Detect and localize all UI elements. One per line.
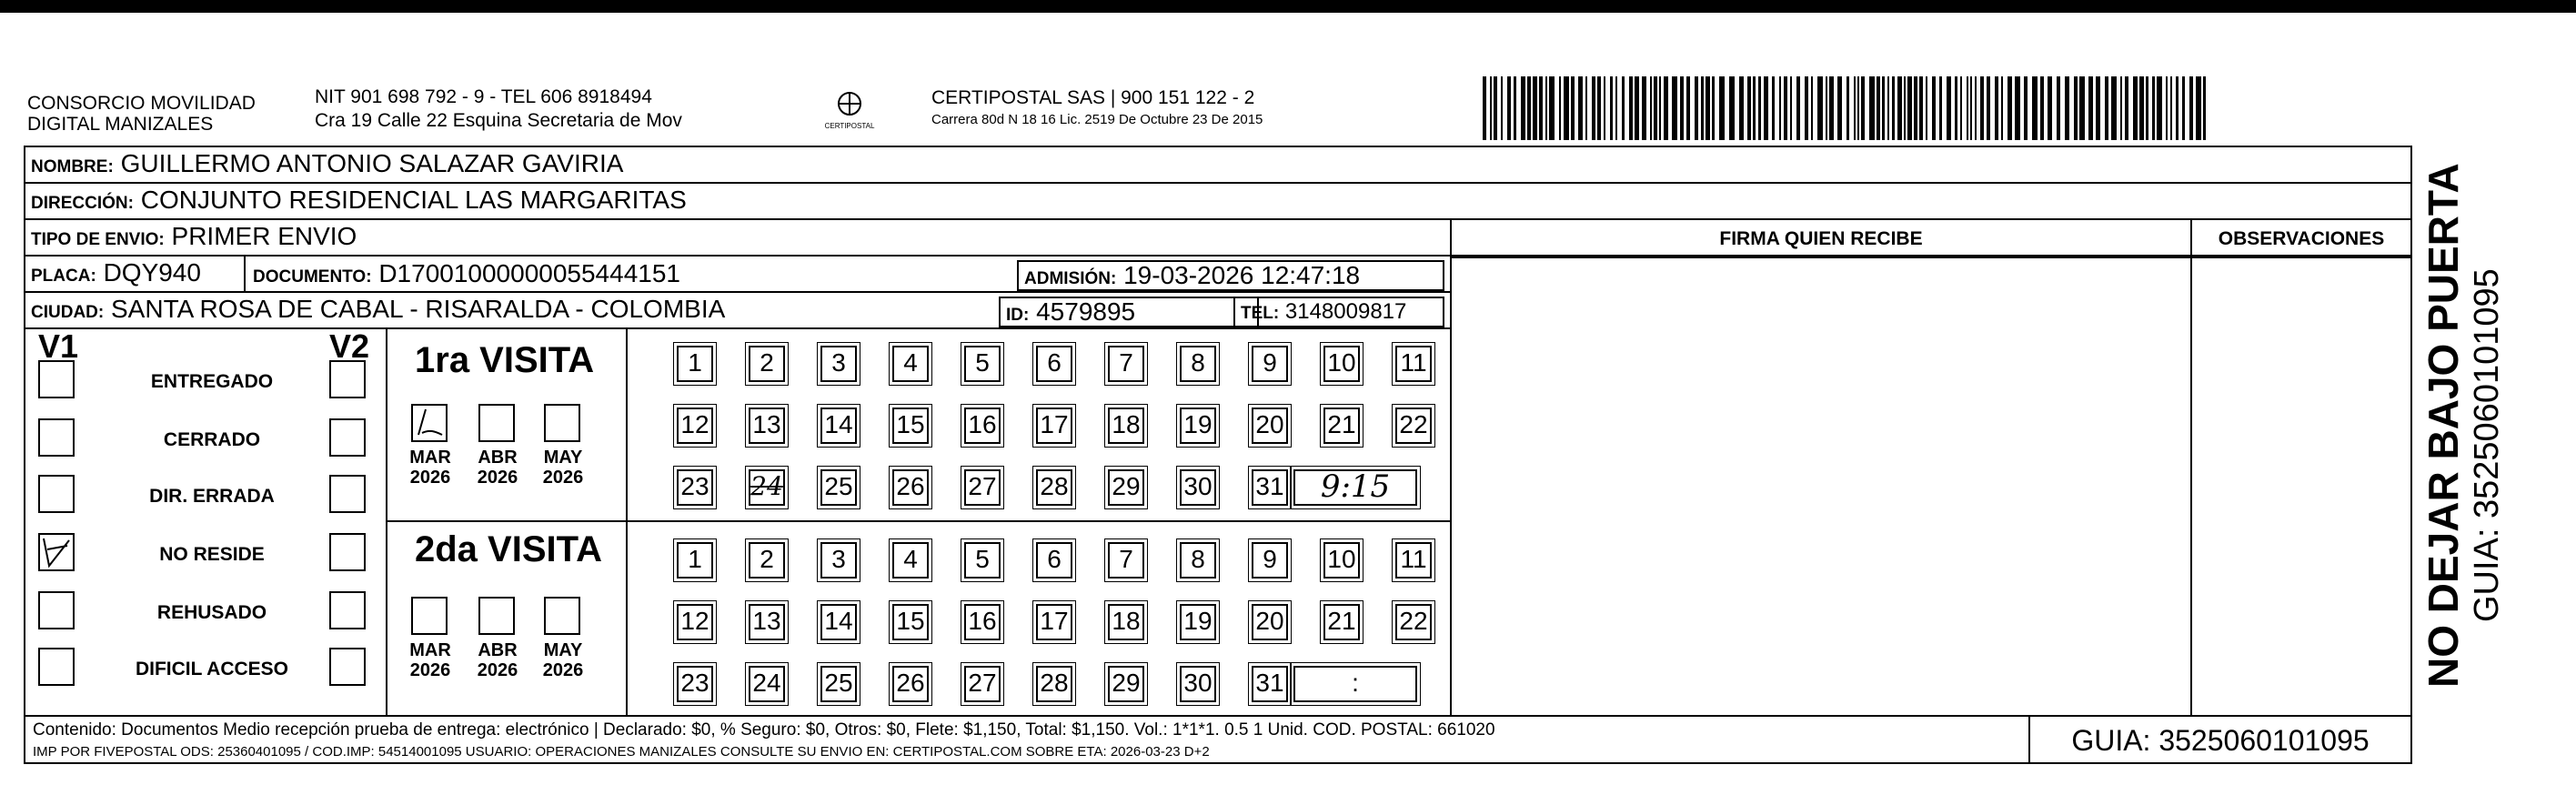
month-checkbox[interactable] (478, 404, 515, 442)
status-label: DIFICIL ACCESO (135, 659, 288, 679)
barcode-bar (1719, 76, 1725, 140)
day-box[interactable]: 5 (964, 542, 1001, 579)
first-visit-title: 1ra VISITA (415, 340, 595, 380)
document-value: D17001000000055444151 (378, 259, 680, 287)
barcode-bar (1753, 76, 1756, 140)
barcode-bar (2125, 76, 2128, 140)
document-label: DOCUMENTO: (253, 267, 372, 287)
nit-line: NIT 901 698 792 - 9 - TEL 606 8918494 (315, 86, 652, 107)
day-box[interactable]: 24 (749, 666, 785, 702)
day-box[interactable]: 15 (892, 408, 929, 444)
barcode-bar (1659, 76, 1661, 140)
day-box[interactable]: 12 (677, 408, 713, 444)
day-box[interactable]: 10 (1323, 346, 1360, 382)
day-box[interactable]: 27 (964, 666, 1001, 702)
barcode-bar (1559, 76, 1561, 140)
barcode-bar (1585, 76, 1587, 140)
barcode-bar (1877, 76, 1880, 140)
month-checkbox[interactable] (544, 404, 580, 442)
barcode-bar (1758, 76, 1761, 140)
day-box[interactable]: 23 (677, 469, 713, 506)
day-box[interactable]: 20 (1252, 604, 1288, 640)
barcode-bar (2157, 76, 2162, 140)
v1-checkbox[interactable] (38, 418, 75, 457)
day-box[interactable]: 14 (820, 408, 857, 444)
barcode-bar (1578, 76, 1583, 140)
day-box[interactable]: 14 (820, 604, 857, 640)
day-box[interactable]: 17 (1036, 604, 1072, 640)
day-box[interactable]: 11 (1395, 346, 1432, 382)
day-box[interactable]: 10 (1323, 542, 1360, 579)
admission-value: 19-03-2026 12:47:18 (1123, 261, 1361, 289)
day-box[interactable]: 18 (1108, 408, 1144, 444)
barcode-bar (1490, 76, 1492, 140)
status-label: REHUSADO (156, 602, 267, 623)
v1-checkbox[interactable] (38, 360, 75, 398)
content-line: Contenido: Documentos Medio recepción prueba de entrega: electrónico | Declarado: $0, % Seguro: $0, Otros: $0, Flete: $1,150, Total: $1,150. Vol.: 1*1*1. 0.5 1 Unid. COD. POSTAL: 661020 (33, 720, 1495, 740)
status-label: NO RESIDE (159, 544, 265, 565)
barcode-bar (2048, 76, 2052, 140)
day-box[interactable]: 12 (677, 604, 713, 640)
barcode-bar (1747, 76, 1751, 140)
plate-value: DQY940 (103, 258, 201, 287)
day-box[interactable]: 30 (1180, 666, 1216, 702)
barcode-bar (1817, 76, 1823, 140)
day-box[interactable]: 26 (892, 469, 929, 506)
v2-checkbox[interactable] (329, 418, 366, 457)
barcode-bar (1672, 76, 1677, 140)
barcode-bar (2203, 76, 2206, 140)
day-box[interactable]: 25 (820, 469, 857, 506)
barcode-bar (1967, 76, 1968, 140)
tel-value: 3148009817 (1284, 299, 1407, 324)
barcode-bar (1539, 76, 1543, 140)
barcode-bar (1533, 76, 1537, 140)
barcode-bar (1826, 76, 1827, 140)
barcode-bar (1790, 76, 1792, 140)
month-checkbox[interactable] (544, 597, 580, 635)
top-border (0, 0, 2576, 13)
barcode-bar (1494, 76, 1497, 140)
barcode-bar (1854, 76, 1856, 140)
barcode-bar (1680, 76, 1684, 140)
day-box[interactable]: 7 (1108, 346, 1144, 382)
no-under-door-warning: NO DEJAR BAJO PUERTA (2420, 163, 2467, 688)
barcode-bar (1829, 76, 1834, 140)
barcode-bar (1784, 76, 1787, 140)
day-box[interactable]: 22 (1395, 604, 1432, 640)
month-label: MAR 2026 (409, 448, 451, 488)
barcode-bar (1764, 76, 1768, 140)
day-box[interactable]: 24 (749, 469, 785, 506)
tel-label: TEL: (1241, 304, 1280, 323)
checkmark-icon (40, 535, 73, 569)
barcode-bar (2001, 76, 2003, 140)
day-box[interactable]: 3 (820, 542, 857, 579)
barcode-bar (1483, 76, 1486, 140)
id-cell (999, 297, 1259, 327)
v2-checkbox[interactable] (329, 533, 366, 571)
barcode-bar (1932, 76, 1936, 140)
barcode-bar (1811, 76, 1813, 140)
barcode-bar (1527, 76, 1531, 140)
barcode-bar (1919, 76, 1923, 140)
barcode-bar (1892, 76, 1895, 140)
day-box[interactable]: 6 (1036, 346, 1072, 382)
barcode-bar (1695, 76, 1698, 140)
barcode-bar (1869, 76, 1875, 140)
barcode-bar (2040, 76, 2044, 140)
barcode-bar (2015, 76, 2020, 140)
company-name-line2: DIGITAL MANIZALES (27, 114, 214, 135)
month-label: MAR 2026 (409, 640, 451, 680)
day-box[interactable]: 13 (749, 604, 785, 640)
day-box[interactable]: 28 (1036, 469, 1072, 506)
side-guide-number: GUIA: 3525060101095 (2468, 268, 2506, 622)
barcode-bar (1701, 76, 1704, 140)
courier-line: CERTIPOSTAL SAS | 900 151 122 - 2 (931, 87, 1255, 108)
shipping-type: PRIMER ENVIO (171, 222, 357, 250)
barcode-bar (1779, 76, 1781, 140)
barcode-bar (1650, 76, 1652, 140)
barcode-bar (2111, 76, 2117, 140)
v2-checkbox[interactable] (329, 591, 366, 629)
day-box[interactable]: 4 (892, 542, 929, 579)
barcode-bar (1980, 76, 1984, 140)
day-box[interactable]: 29 (1108, 469, 1144, 506)
city-label: CIUDAD: (31, 303, 105, 322)
barcode-bar (2088, 76, 2093, 140)
signature-header-line (1452, 257, 2410, 258)
month-checkbox[interactable] (411, 597, 448, 635)
courier-address: Carrera 80d N 18 16 Lic. 2519 De Octubre 23 De 2015 (931, 112, 1263, 127)
guide-box: GUIA: 3525060101095 (2071, 724, 2370, 757)
barcode-bar (2182, 76, 2185, 140)
day-box[interactable]: 2 (749, 346, 785, 382)
barcode-bar (2074, 76, 2078, 140)
barcode-bar (1545, 76, 1547, 140)
recipient-name: GUILLERMO ANTONIO SALAZAR GAVIRIA (120, 149, 624, 177)
signature-area[interactable] (1463, 266, 2172, 702)
barcode-bar (1947, 76, 1951, 140)
month-label: ABR 2026 (477, 640, 518, 680)
barcode-bar (2166, 76, 2168, 140)
barcode-bar (1549, 76, 1555, 140)
day-box[interactable]: 7 (1108, 542, 1144, 579)
barcode-bar (2176, 76, 2179, 140)
delivery-form (24, 146, 2412, 764)
barcode-bar (1857, 76, 1859, 140)
day-box[interactable]: 5 (964, 346, 1001, 382)
day-box[interactable]: 9 (1252, 346, 1288, 382)
checkmark-icon (413, 406, 446, 440)
v2-checkbox[interactable] (329, 360, 366, 398)
barcode-bar (1904, 76, 1906, 140)
month-label: MAY 2026 (542, 448, 584, 488)
barcode-bar (1897, 76, 1902, 140)
address-row (25, 184, 2410, 220)
tel-cell (1233, 297, 1444, 327)
barcode-bar (1987, 76, 1990, 140)
footer-divider (25, 715, 2410, 717)
v1-checkbox[interactable] (38, 648, 75, 686)
day-box[interactable]: 1 (677, 542, 713, 579)
barcode-bar (1604, 76, 1605, 140)
barcode-bar (1970, 76, 1972, 140)
barcode-bar (2007, 76, 2012, 140)
barcode-bar (1960, 76, 1962, 140)
barcode-bar (1635, 76, 1639, 140)
day-box[interactable]: 6 (1036, 542, 1072, 579)
day-box[interactable]: 15 (892, 604, 929, 640)
barcode-bar (1622, 76, 1625, 140)
barcode-bar (1654, 76, 1657, 140)
months-divider (626, 329, 628, 715)
barcode-bar (1796, 76, 1800, 140)
recipient-address: CONJUNTO RESIDENCIAL LAS MARGARITAS (140, 186, 687, 214)
barcode-bar (1629, 76, 1633, 140)
day-box[interactable]: 2 (749, 542, 785, 579)
barcode-bar (1642, 76, 1646, 140)
barcode-bar (1664, 76, 1668, 140)
barcode-bar (1975, 76, 1977, 140)
document-cell (253, 257, 680, 294)
barcode-bar (2096, 76, 2100, 140)
barcode-bar (1861, 76, 1865, 140)
day-box[interactable]: 31 (1252, 469, 1288, 506)
v1-checkbox[interactable] (38, 533, 75, 571)
month-label: MAY 2026 (542, 640, 584, 680)
courier-logo-text: CERTIPOSTAL (824, 122, 875, 130)
barcode-bar (1887, 76, 1889, 140)
barcode-bar (1926, 76, 1927, 140)
name-label: NOMBRE: (31, 157, 114, 176)
visit-divider (387, 520, 1450, 522)
barcode-bar (2133, 76, 2138, 140)
day-box[interactable]: 21 (1323, 408, 1360, 444)
barcode-bar (1597, 76, 1601, 140)
day-box[interactable]: 1 (677, 346, 713, 382)
barcode-bar (1955, 76, 1957, 140)
plate-divider (244, 257, 246, 293)
observations-left-border (2190, 220, 2192, 715)
imp-line: IMP POR FIVEPOSTAL ODS: 25360401095 / COD.IMP: 54514001095 USUARIO: OPERACIONES MANIZALES CONSULTE SU ENVIO EN: CERTIPOSTAL.COM SOBRE ETA: 2026-03-23 D+2 (33, 744, 1210, 760)
day-box[interactable]: 27 (964, 469, 1001, 506)
day-box[interactable]: 11 (1395, 542, 1432, 579)
day-box[interactable]: 20 (1252, 408, 1288, 444)
barcode-bar (1610, 76, 1613, 140)
admission-cell (1017, 260, 1444, 291)
company-name-line1: CONSORCIO MOVILIDAD (27, 93, 256, 114)
v2-header: V2 (329, 327, 370, 365)
status-divider (386, 329, 387, 715)
barcode-bar (2105, 76, 2108, 140)
observations-area[interactable] (2199, 266, 2400, 702)
day-box[interactable]: 30 (1180, 469, 1216, 506)
second-visit-time: : (1352, 669, 1359, 697)
barcode-bar (1805, 76, 1808, 140)
barcode-bar (1739, 76, 1744, 140)
barcode-bar (1615, 76, 1617, 140)
first-visit-time: 9:15 (1320, 468, 1391, 505)
barcode-bar (2079, 76, 2085, 140)
plate-label: PLACA: (31, 267, 96, 286)
signature-header: FIRMA QUIEN RECIBE (1719, 228, 1923, 249)
courier-logo (813, 87, 886, 136)
company-address: Cra 19 Calle 22 Esquina Secretaria de Mov (315, 110, 682, 131)
day-box[interactable]: 28 (1036, 666, 1072, 702)
barcode-bar (1939, 76, 1942, 140)
barcode-bar (1729, 76, 1735, 140)
city-value: SANTA ROSA DE CABAL - RISARALDA - COLOMBIA (111, 295, 726, 323)
barcode-bar (1564, 76, 1569, 140)
admission-label: ADMISIÓN: (1024, 269, 1117, 288)
barcode-bar (1521, 76, 1525, 140)
month-label: ABR 2026 (477, 448, 518, 488)
barcode-bar (1837, 76, 1842, 140)
observations-header: OBSERVACIONES (2218, 228, 2385, 249)
barcode-bar (1907, 76, 1912, 140)
barcode-bar (2057, 76, 2060, 140)
day-box[interactable]: 31 (1252, 666, 1288, 702)
v2-checkbox[interactable] (329, 648, 366, 686)
barcode-bar (1772, 76, 1775, 140)
month-checkbox[interactable] (478, 597, 515, 635)
barcode-bar (1507, 76, 1511, 140)
day-box[interactable]: 29 (1108, 666, 1144, 702)
type-label: TIPO DE ENVIO: (31, 230, 165, 249)
barcode-bar (2120, 76, 2122, 140)
day-box[interactable]: 8 (1180, 346, 1216, 382)
barcode-bar (2170, 76, 2172, 140)
day-box[interactable]: 9 (1252, 542, 1288, 579)
barcode-bar (1592, 76, 1595, 140)
id-label: ID: (1006, 306, 1030, 325)
barcode-bar (2196, 76, 2201, 140)
id-value: 4579895 (1036, 297, 1136, 326)
day-box[interactable]: 16 (964, 604, 1001, 640)
barcode-bar (1501, 76, 1503, 140)
day-box[interactable]: 16 (964, 408, 1001, 444)
v1-checkbox[interactable] (38, 591, 75, 629)
day-box[interactable]: 4 (892, 346, 929, 382)
signature-left-border (1450, 220, 1452, 715)
barcode-bar (1514, 76, 1516, 140)
second-visit-time-box[interactable] (1293, 666, 1417, 702)
barcode-bar (1712, 76, 1715, 140)
day-box[interactable]: 3 (820, 346, 857, 382)
barcode-bar (1706, 76, 1710, 140)
barcode-bar (2024, 76, 2028, 140)
status-label: CERRADO (163, 429, 261, 450)
barcode-bar (2032, 76, 2038, 140)
day-box[interactable]: 23 (677, 666, 713, 702)
barcode-bar (1882, 76, 1885, 140)
month-checkbox[interactable] (411, 404, 448, 442)
status-label: DIR. ERRADA (149, 486, 275, 507)
day-box[interactable]: 26 (892, 666, 929, 702)
barcode-bar (1995, 76, 1998, 140)
address-label: DIRECCIÓN: (31, 194, 134, 213)
first-visit-time-box[interactable] (1293, 469, 1417, 506)
day-box[interactable]: 19 (1180, 408, 1216, 444)
barcode-bar (2189, 76, 2193, 140)
v1-checkbox[interactable] (38, 475, 75, 513)
v1-header: V1 (38, 327, 79, 365)
day-box[interactable]: 25 (820, 666, 857, 702)
barcode (1483, 76, 2210, 140)
barcode-bar (1846, 76, 1849, 140)
day-box[interactable]: 18 (1108, 604, 1144, 640)
day-box[interactable]: 22 (1395, 408, 1432, 444)
v2-checkbox[interactable] (329, 475, 366, 513)
barcode-bar (2065, 76, 2069, 140)
day-box[interactable]: 13 (749, 408, 785, 444)
barcode-bar (2152, 76, 2155, 140)
day-box[interactable]: 17 (1036, 408, 1072, 444)
barcode-bar (1686, 76, 1690, 140)
name-row (25, 147, 2410, 184)
second-visit-title: 2da VISITA (415, 529, 602, 569)
day-box[interactable]: 19 (1180, 604, 1216, 640)
day-box[interactable]: 8 (1180, 542, 1216, 579)
barcode-bar (2139, 76, 2144, 140)
barcode-bar (2146, 76, 2148, 140)
barcode-bar (1571, 76, 1575, 140)
day-box[interactable]: 21 (1323, 604, 1360, 640)
status-label: ENTREGADO (150, 371, 274, 392)
barcode-bar (1914, 76, 1917, 140)
